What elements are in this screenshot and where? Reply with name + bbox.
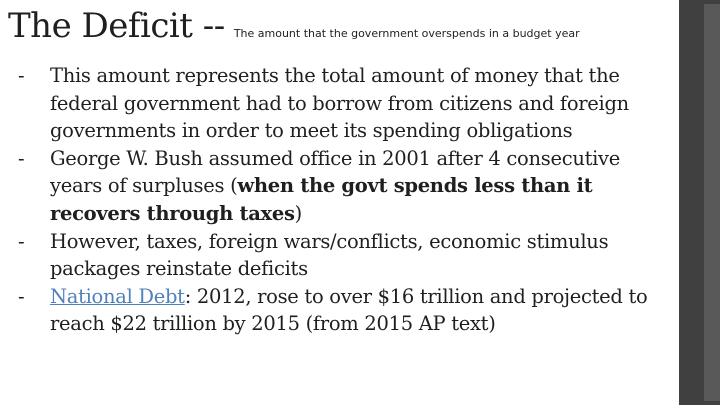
bullet-item-4: [18, 283, 673, 338]
bullet-dash: -: [18, 64, 25, 87]
bullet-item-3: [18, 228, 673, 283]
national-debt-link[interactable]: National Debt: [50, 284, 185, 308]
bullet-dash: -: [18, 284, 25, 308]
bullet-item-2: [18, 145, 673, 228]
slide-title: The Deficit --: [8, 6, 225, 46]
slide-subtitle: The amount that the government overspends in a budget year: [233, 27, 580, 40]
bullet-text: This amount represents the total amount of money that the federal government had to borrow from citizens and foreign governments in order to meet its spending obligations: [50, 64, 629, 143]
bullet-text: George W. Bush assumed office in 2001 after 4 consecutive years of surpluses (: [50, 146, 621, 198]
sidebar-accent: [704, 4, 720, 401]
bullet-list: [18, 62, 673, 338]
title-row: [8, 6, 580, 46]
bullet-text: : 2012, rose to over $16 trillion and projected to reach $22 trillion by 2015 (from 2015 AP text): [50, 284, 648, 336]
bullet-text-end: ): [294, 201, 302, 225]
bullet-dash: -: [18, 146, 25, 170]
bullet-item-1: [18, 62, 673, 145]
surplus-definition: when the govt spends less than it recovers through taxes: [50, 174, 593, 225]
bullet-text: However, taxes, foreign wars/conflicts, economic stimulus packages reinstate deficits: [50, 229, 609, 281]
sidebar-bar: [679, 0, 720, 405]
bullet-dash: -: [18, 229, 25, 253]
